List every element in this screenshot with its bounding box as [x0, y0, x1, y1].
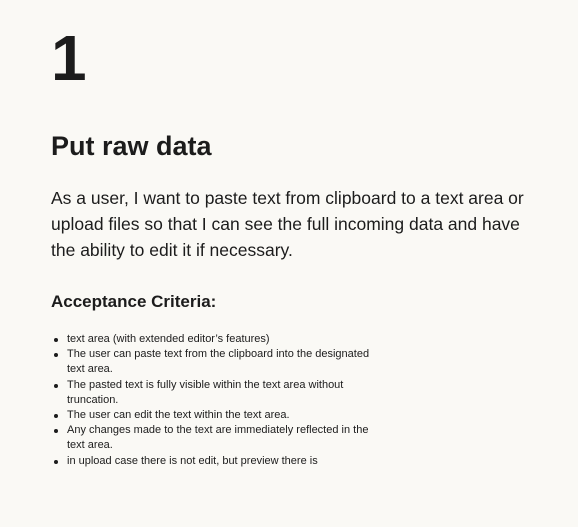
step-number: 1	[51, 22, 86, 94]
criteria-item-text: text area (with extended editor’s features)	[67, 333, 270, 345]
bullet-icon	[54, 460, 58, 464]
criteria-item	[51, 378, 381, 408]
bullet-icon	[54, 414, 58, 418]
criteria-item	[51, 332, 381, 347]
criteria-item-text: The user can paste text from the clipboard into the designated text area.	[67, 348, 370, 376]
bullet-icon	[54, 353, 58, 357]
acceptance-criteria-heading: Acceptance Criteria:	[51, 292, 217, 311]
criteria-item-text: in upload case there is not edit, but preview there is	[67, 454, 318, 467]
criteria-item-text: The pasted text is fully visible within the text area without truncation.	[67, 378, 344, 406]
criteria-item	[51, 347, 381, 377]
bullet-icon	[54, 338, 58, 342]
user-story-text: As a user, I want to paste text from clipboard to a text area or upload files so that I can see the full incoming data and have the ability to edit it if necessary.	[51, 188, 524, 260]
story-title: Put raw data	[51, 131, 212, 161]
criteria-item	[51, 423, 381, 453]
bullet-icon	[54, 384, 58, 388]
acceptance-criteria-list	[51, 332, 381, 469]
criteria-item	[51, 408, 381, 423]
criteria-item	[51, 454, 381, 469]
bullet-icon	[54, 429, 58, 433]
criteria-item-text: Any changes made to the text are immediately reflected in the text area.	[67, 424, 369, 452]
criteria-item-text: The user can edit the text within the text area.	[67, 409, 290, 422]
